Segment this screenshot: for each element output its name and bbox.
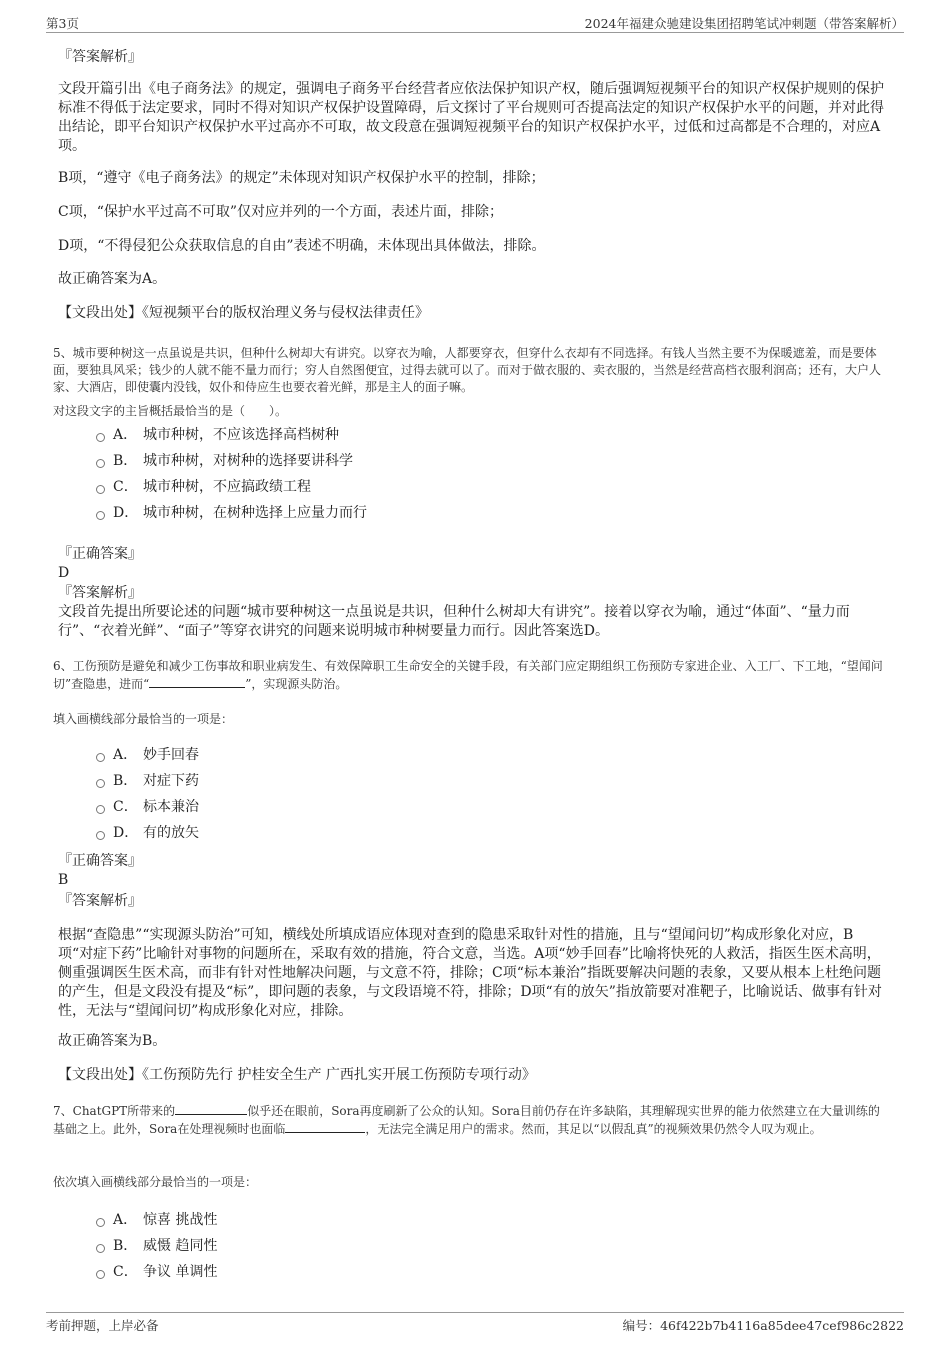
q7-option-a[interactable]: A． 惊喜 挑战性 (96, 1211, 217, 1229)
q4-analysis-label: 『答案解析』 (58, 49, 142, 65)
page-number: 第3页 (46, 16, 79, 31)
q5-option-d[interactable]: D． 城市种树，在树种选择上应量力而行 (96, 504, 367, 522)
radio-icon[interactable] (96, 1218, 105, 1227)
q5-option-c[interactable]: C． 城市种树，不应搞政绩工程 (96, 478, 311, 496)
q5-analysis-label: 『答案解析』 (58, 585, 142, 601)
q6-answer-label: 『正确答案』 (58, 853, 142, 869)
q4-analysis-option-d: D项，“不得侵犯公众获取信息的自由”表述不明确，未体现出具体做法，排除。 (58, 238, 546, 254)
q7-blank-1 (175, 1102, 247, 1115)
q4-analysis-option-c: C项，“保护水平过高不可取”仅对应并列的一个方面，表述片面，排除； (58, 204, 504, 220)
radio-icon[interactable] (96, 485, 105, 494)
q6-analysis: 根据“查隐患”“实现源头防治”可知，横线处所填成语应体现对查到的隐患采取针对性的措施，且与“望闻问切”构成形象化对应，B项“对症下药”比喻针对事物的问题所在，采取有效的措施，符合文意，当选。A项“妙手回春”比喻将快死的人救活，指医生医术高明，侧重强调医生医术高，而非有针对性地解决问题，与文意不符，排除；C项“标本兼治”指既要解决问题的表象，又要从根本上杜绝问题的产生，但是文段没有提及“标”，即问题的表象，与文段语境不符，排除；D项“有的放矢”指放箭要对准靶子，比喻说话、做事有针对性，无法与“望闻问切”构成形象化对应，排除。 (58, 927, 882, 1019)
radio-icon[interactable] (96, 779, 105, 788)
q4-analysis-option-b: B项，“遵守《电子商务法》的规定”未体现对知识产权保护水平的控制，排除； (58, 170, 545, 186)
q5-stem: 5、城市要种树这一点虽说是共识，但种什么树却大有讲究。以穿衣为喻，人都要穿衣，但穿什么衣却有不同选择。有钱人当然主要不为保暖遮羞，而是要体面，要独具风采；钱少的人就不能不量力而行；穷人自然图便宜，过得去就可以了。而对于做衣服的、卖衣服的，当然是经营高档衣服利润高；还有，大户人家、大酒店，即使囊内没钱，奴仆和侍应生也要衣着光鲜，那是主人的面子嘛。 (53, 346, 882, 394)
q4-conclusion: 故正确答案为A。 (58, 271, 167, 287)
radio-icon[interactable] (96, 805, 105, 814)
radio-icon[interactable] (96, 433, 105, 442)
document-title: 2024年福建众驰建设集团招聘笔试冲刺题（带答案解析） (584, 16, 904, 31)
q6-answer: B (58, 872, 69, 888)
q6-stem: 6、工伤预防是避免和减少工伤事故和职业病发生、有效保障职工生命安全的关键手段，有关部门应定期组织工伤预防专家进企业、入工厂、下工地，“望闻问切”查隐患，进而“ ”，实现源头防治。 (53, 659, 883, 691)
radio-icon[interactable] (96, 1244, 105, 1253)
q5-answer-label: 『正确答案』 (58, 546, 142, 562)
q4-source: 【文段出处】《短视频平台的版权治理义务与侵权法律责任》 (58, 305, 429, 321)
q5-option-a[interactable]: A． 城市种树，不应该选择高档树种 (96, 426, 339, 444)
q6-option-b[interactable]: B． 对症下药 (96, 772, 199, 790)
page-header (46, 12, 904, 33)
q4-analysis-paragraph: 文段开篇引出《电子商务法》的规定，强调电子商务平台经营者应依法保护知识产权，随后强调短视频平台的知识产权保护规则的保护标准不得低于法定要求，同时不得对知识产权保护设置障碍，后文探讨了平台规则可否提高法定的知识产权保护水平的问题，并对此得出结论，即平台知识产权保护水平过高亦不可取，故文段意在强调短视频平台的知识产权保护水平，过低和过高都是不合理的，对应A项。 (58, 81, 884, 154)
radio-icon[interactable] (96, 1270, 105, 1279)
q6-conclusion: 故正确答案为B。 (58, 1033, 167, 1049)
q5-analysis: 文段首先提出所要论述的问题“城市要种树这一点虽说是共识，但种什么树却大有讲究”。接着以穿衣为喻，通过“体面”、“量力而行”、“衣着光鲜”、“面子”等穿衣讲究的问题来说明城市种树要量力而行。因此答案选D。 (58, 604, 850, 639)
q6-question: 填入画横线部分最恰当的一项是： (53, 712, 234, 726)
q6-option-d[interactable]: D． 有的放矢 (96, 824, 199, 842)
q5-option-b[interactable]: B． 城市种树，对树种的选择要讲科学 (96, 452, 353, 470)
footer-slogan: 考前押题，上岸必备 (46, 1318, 159, 1333)
q7-blank-2 (285, 1120, 365, 1133)
document-id: 编号：46f422b7b4116a85dee47cef986c2822 (622, 1318, 904, 1333)
q7-option-b[interactable]: B． 威慑 趋同性 (96, 1237, 217, 1255)
radio-icon[interactable] (96, 753, 105, 762)
q6-analysis-label: 『答案解析』 (58, 893, 142, 909)
q5-question: 对这段文字的主旨概括最恰当的是（ ）。 (53, 404, 288, 418)
q6-source: 【文段出处】《工伤预防先行 护桂安全生产 广西扎实开展工伤预防专项行动》 (58, 1067, 536, 1083)
page-footer (46, 1312, 904, 1337)
q5-answer: D (58, 565, 70, 581)
q6-option-c[interactable]: C． 标本兼治 (96, 798, 199, 816)
q6-blank (149, 675, 245, 688)
q7-option-c[interactable]: C． 争议 单调性 (96, 1263, 217, 1281)
q7-stem: 7、ChatGPT所带来的 似乎还在眼前，Sora再度刷新了公众的认知。Sora目前仍存在许多缺陷，其理解现实世界的能力依然建立在大量训练的基础之上。此外，Sora在处理视频时也面临 ，无法完全满足用户的需求。然而，其足以“以假乱真”的视频效果仍然令人叹为观止。 (53, 1104, 880, 1136)
q7-question: 依次填入画横线部分最恰当的一项是： (53, 1175, 258, 1189)
radio-icon[interactable] (96, 459, 105, 468)
radio-icon[interactable] (96, 511, 105, 520)
radio-icon[interactable] (96, 831, 105, 840)
q6-option-a[interactable]: A． 妙手回春 (96, 746, 199, 764)
